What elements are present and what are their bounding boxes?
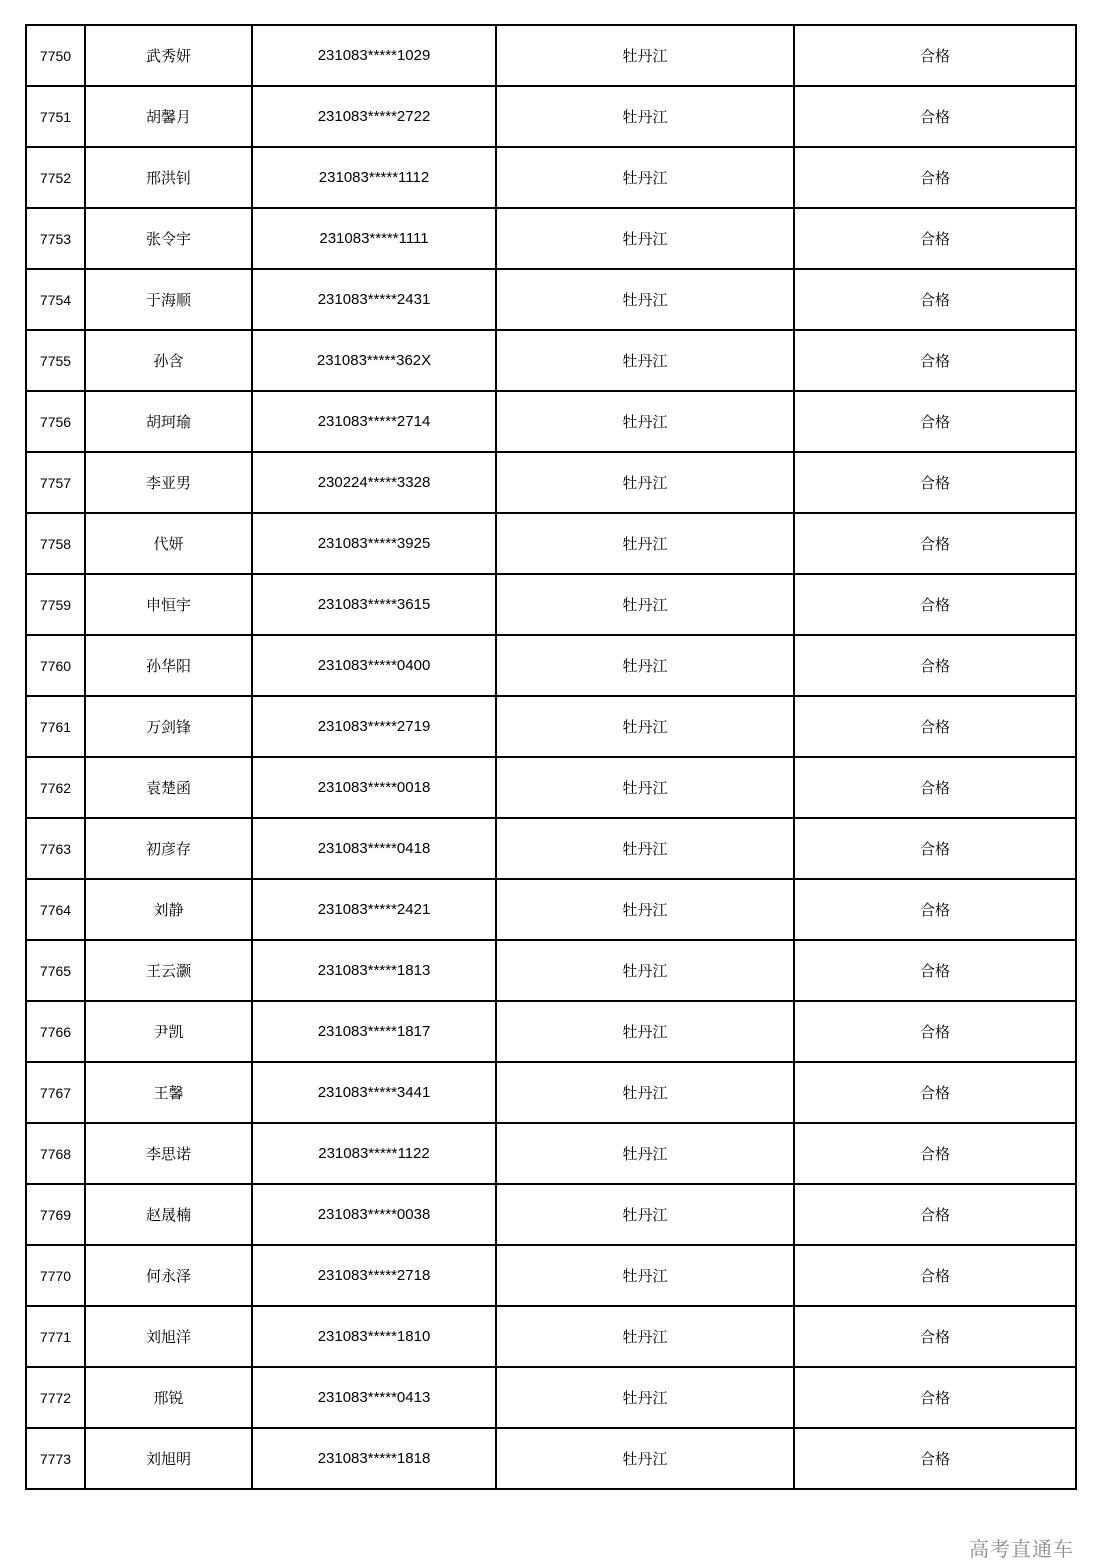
cell-number: 7761 xyxy=(26,696,85,757)
cell-number: 7756 xyxy=(26,391,85,452)
table-row xyxy=(26,1001,1076,1062)
table-row xyxy=(26,452,1076,513)
cell-id-number: 231083*****1810 xyxy=(252,1306,496,1367)
cell-id-number: 231083*****0038 xyxy=(252,1184,496,1245)
cell-id-number: 230224*****3328 xyxy=(252,452,496,513)
cell-city: 牡丹江 xyxy=(496,86,794,147)
cell-name: 孙华阳 xyxy=(85,635,252,696)
cell-id-number: 231083*****1111 xyxy=(252,208,496,269)
cell-name: 张令宇 xyxy=(85,208,252,269)
cell-number: 7754 xyxy=(26,269,85,330)
cell-result: 合格 xyxy=(794,1367,1076,1428)
cell-id-number: 231083*****1817 xyxy=(252,1001,496,1062)
cell-number: 7771 xyxy=(26,1306,85,1367)
cell-result: 合格 xyxy=(794,1062,1076,1123)
cell-city: 牡丹江 xyxy=(496,269,794,330)
cell-number: 7755 xyxy=(26,330,85,391)
table-row xyxy=(26,1245,1076,1306)
cell-name: 胡珂瑜 xyxy=(85,391,252,452)
cell-id-number: 231083*****362X xyxy=(252,330,496,391)
cell-id-number: 231083*****0413 xyxy=(252,1367,496,1428)
cell-number: 7768 xyxy=(26,1123,85,1184)
results-table-body xyxy=(26,25,1076,1489)
cell-number: 7766 xyxy=(26,1001,85,1062)
table-row xyxy=(26,391,1076,452)
cell-city: 牡丹江 xyxy=(496,452,794,513)
cell-result: 合格 xyxy=(794,635,1076,696)
cell-name: 赵晟楠 xyxy=(85,1184,252,1245)
table-row xyxy=(26,513,1076,574)
table-row xyxy=(26,879,1076,940)
cell-city: 牡丹江 xyxy=(496,574,794,635)
cell-city: 牡丹江 xyxy=(496,1245,794,1306)
cell-city: 牡丹江 xyxy=(496,757,794,818)
cell-result: 合格 xyxy=(794,940,1076,1001)
cell-result: 合格 xyxy=(794,1428,1076,1489)
cell-result: 合格 xyxy=(794,452,1076,513)
cell-city: 牡丹江 xyxy=(496,879,794,940)
cell-name: 孙含 xyxy=(85,330,252,391)
cell-city: 牡丹江 xyxy=(496,330,794,391)
cell-name: 初彦存 xyxy=(85,818,252,879)
cell-number: 7750 xyxy=(26,25,85,86)
cell-name: 袁楚函 xyxy=(85,757,252,818)
cell-number: 7753 xyxy=(26,208,85,269)
table-row xyxy=(26,635,1076,696)
cell-number: 7763 xyxy=(26,818,85,879)
cell-number: 7757 xyxy=(26,452,85,513)
cell-number: 7764 xyxy=(26,879,85,940)
cell-result: 合格 xyxy=(794,269,1076,330)
cell-number: 7773 xyxy=(26,1428,85,1489)
table-row xyxy=(26,1428,1076,1489)
cell-name: 于海顺 xyxy=(85,269,252,330)
cell-number: 7767 xyxy=(26,1062,85,1123)
table-row xyxy=(26,25,1076,86)
cell-city: 牡丹江 xyxy=(496,147,794,208)
watermark-text: 高考直通车 xyxy=(969,1537,1074,1561)
cell-result: 合格 xyxy=(794,879,1076,940)
cell-id-number: 231083*****3615 xyxy=(252,574,496,635)
cell-name: 邢洪钊 xyxy=(85,147,252,208)
cell-id-number: 231083*****2714 xyxy=(252,391,496,452)
cell-result: 合格 xyxy=(794,1001,1076,1062)
cell-result: 合格 xyxy=(794,818,1076,879)
cell-name: 刘旭明 xyxy=(85,1428,252,1489)
table-row xyxy=(26,1123,1076,1184)
cell-id-number: 231083*****1122 xyxy=(252,1123,496,1184)
cell-number: 7762 xyxy=(26,757,85,818)
cell-city: 牡丹江 xyxy=(496,1184,794,1245)
table-row xyxy=(26,940,1076,1001)
cell-id-number: 231083*****3925 xyxy=(252,513,496,574)
cell-name: 尹凯 xyxy=(85,1001,252,1062)
table-row xyxy=(26,818,1076,879)
cell-number: 7760 xyxy=(26,635,85,696)
table-row xyxy=(26,696,1076,757)
cell-number: 7752 xyxy=(26,147,85,208)
table-row xyxy=(26,1184,1076,1245)
cell-name: 邢锐 xyxy=(85,1367,252,1428)
cell-name: 万剑锋 xyxy=(85,696,252,757)
cell-result: 合格 xyxy=(794,330,1076,391)
cell-result: 合格 xyxy=(794,696,1076,757)
cell-id-number: 231083*****3441 xyxy=(252,1062,496,1123)
table-row xyxy=(26,574,1076,635)
cell-id-number: 231083*****0018 xyxy=(252,757,496,818)
cell-id-number: 231083*****2718 xyxy=(252,1245,496,1306)
cell-name: 刘旭洋 xyxy=(85,1306,252,1367)
cell-name: 王云灏 xyxy=(85,940,252,1001)
table-row xyxy=(26,1367,1076,1428)
cell-id-number: 231083*****1813 xyxy=(252,940,496,1001)
cell-id-number: 231083*****0400 xyxy=(252,635,496,696)
cell-result: 合格 xyxy=(794,757,1076,818)
cell-id-number: 231083*****0418 xyxy=(252,818,496,879)
cell-city: 牡丹江 xyxy=(496,208,794,269)
cell-id-number: 231083*****2421 xyxy=(252,879,496,940)
cell-city: 牡丹江 xyxy=(496,1001,794,1062)
cell-city: 牡丹江 xyxy=(496,391,794,452)
cell-city: 牡丹江 xyxy=(496,1062,794,1123)
table-row xyxy=(26,147,1076,208)
cell-number: 7770 xyxy=(26,1245,85,1306)
cell-city: 牡丹江 xyxy=(496,1123,794,1184)
cell-id-number: 231083*****1818 xyxy=(252,1428,496,1489)
table-row xyxy=(26,1062,1076,1123)
cell-number: 7765 xyxy=(26,940,85,1001)
cell-name: 申恒宇 xyxy=(85,574,252,635)
cell-result: 合格 xyxy=(794,147,1076,208)
cell-name: 李亚男 xyxy=(85,452,252,513)
cell-name: 李思诺 xyxy=(85,1123,252,1184)
cell-number: 7769 xyxy=(26,1184,85,1245)
cell-result: 合格 xyxy=(794,208,1076,269)
cell-id-number: 231083*****1112 xyxy=(252,147,496,208)
table-row xyxy=(26,269,1076,330)
cell-city: 牡丹江 xyxy=(496,696,794,757)
cell-number: 7772 xyxy=(26,1367,85,1428)
cell-result: 合格 xyxy=(794,391,1076,452)
results-table xyxy=(25,24,1077,1490)
cell-city: 牡丹江 xyxy=(496,940,794,1001)
cell-city: 牡丹江 xyxy=(496,513,794,574)
table-row xyxy=(26,330,1076,391)
cell-result: 合格 xyxy=(794,513,1076,574)
cell-id-number: 231083*****2431 xyxy=(252,269,496,330)
cell-name: 王馨 xyxy=(85,1062,252,1123)
table-row xyxy=(26,1306,1076,1367)
cell-city: 牡丹江 xyxy=(496,1306,794,1367)
cell-result: 合格 xyxy=(794,1123,1076,1184)
cell-result: 合格 xyxy=(794,1184,1076,1245)
cell-result: 合格 xyxy=(794,1245,1076,1306)
cell-id-number: 231083*****2719 xyxy=(252,696,496,757)
cell-city: 牡丹江 xyxy=(496,635,794,696)
cell-number: 7751 xyxy=(26,86,85,147)
cell-id-number: 231083*****2722 xyxy=(252,86,496,147)
table-row xyxy=(26,86,1076,147)
cell-name: 胡馨月 xyxy=(85,86,252,147)
cell-name: 武秀妍 xyxy=(85,25,252,86)
cell-name: 刘静 xyxy=(85,879,252,940)
cell-result: 合格 xyxy=(794,25,1076,86)
table-row xyxy=(26,757,1076,818)
cell-number: 7758 xyxy=(26,513,85,574)
cell-number: 7759 xyxy=(26,574,85,635)
cell-result: 合格 xyxy=(794,574,1076,635)
cell-city: 牡丹江 xyxy=(496,818,794,879)
cell-name: 代妍 xyxy=(85,513,252,574)
cell-city: 牡丹江 xyxy=(496,1428,794,1489)
cell-id-number: 231083*****1029 xyxy=(252,25,496,86)
table-row xyxy=(26,208,1076,269)
cell-city: 牡丹江 xyxy=(496,25,794,86)
cell-result: 合格 xyxy=(794,1306,1076,1367)
cell-name: 何永泽 xyxy=(85,1245,252,1306)
cell-result: 合格 xyxy=(794,86,1076,147)
cell-city: 牡丹江 xyxy=(496,1367,794,1428)
